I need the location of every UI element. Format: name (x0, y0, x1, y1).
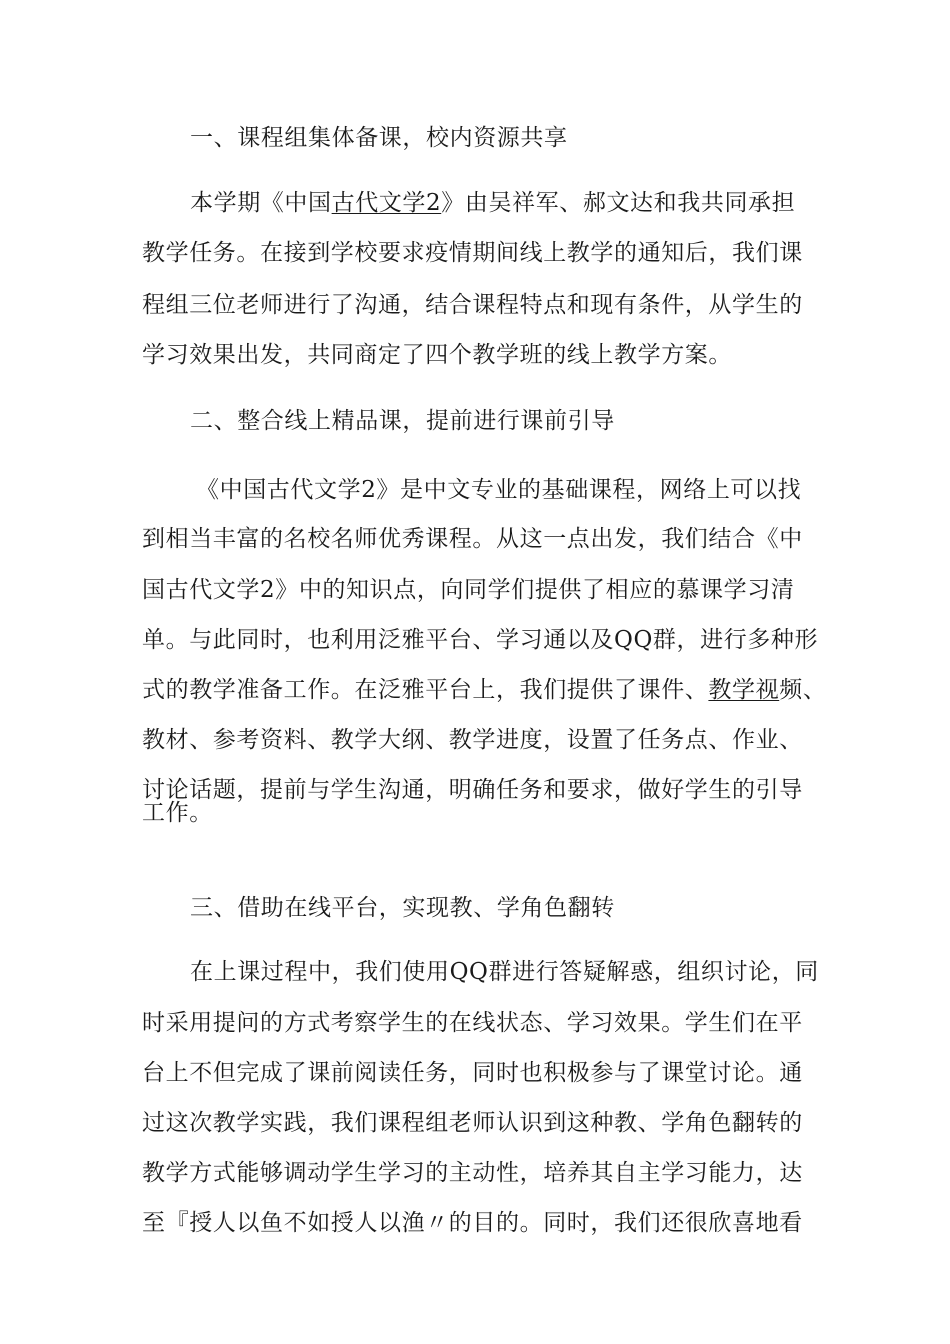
paragraph-line: 至『授人以鱼不如授人以渔〃的目的。同时，我们还很欣喜地看 (142, 1210, 803, 1236)
paragraph-line: 《中国古代文学2》是中文专业的基础课程，网络上可以找 (196, 477, 802, 503)
paragraph-line: 单。与此同时，也利用泛雅平台、学习通以及QQ群，进行多种形 (142, 627, 819, 653)
paragraph-line (142, 675, 826, 705)
paragraph-line: 时采用提问的方式考察学生的在线状态、学习效果。学生们在平 (142, 1010, 803, 1036)
paragraph-line (190, 188, 795, 218)
section-heading-3: 三、借助在线平台，实现教、学角色翻转 (190, 895, 615, 921)
paragraph-line: 教学方式能够调动学生学习的主动性，培养其自主学习能力，达 (142, 1160, 803, 1186)
paragraph-line: 教材、参考资料、教学大纲、教学进度，设置了任务点、作业、 (142, 727, 803, 753)
paragraph-line: 台上不但完成了课前阅读任务，同时也积极参与了课堂讨论。通 (142, 1060, 803, 1086)
text-run: 本学期《中国 (190, 190, 332, 216)
text-run: 频、 (779, 677, 827, 703)
paragraph-line: 国古代文学2》中的知识点，向同学们提供了相应的慕课学习清 (142, 577, 795, 603)
paragraph-line: 到相当丰富的名校名师优秀课程。从这一点出发，我们结合《中 (142, 526, 803, 552)
paragraph-line: 在上课过程中，我们使用QQ群进行答疑解惑，组织讨论，同 (190, 959, 819, 985)
text-run: 》由吴祥军、郝文达和我共同承担 (441, 190, 796, 216)
section-heading-2: 二、整合线上精品课，提前进行课前引导 (190, 408, 615, 434)
paragraph-line: 讨论话题，提前与学生沟通，明确任务和要求，做好学生的引导 (142, 777, 803, 803)
paragraph-line: 程组三位老师进行了沟通，结合课程特点和现有条件，从学生的 (142, 292, 803, 318)
paragraph-line: 工作。 (142, 800, 213, 826)
text-run: 式的教学准备工作。在泛雅平台上，我们提供了课件、 (142, 677, 709, 703)
underlined-text: 古代文学2 (331, 190, 442, 216)
paragraph-line: 学习效果出发，共同商定了四个教学班的线上教学方案。 (142, 342, 732, 368)
paragraph-line: 过这次教学实践，我们课程组老师认识到这种教、学角色翻转的 (142, 1110, 803, 1136)
section-heading-1: 一、课程组集体备课，校内资源共享 (190, 125, 568, 151)
paragraph-line: 教学任务。在接到学校要求疫情期间线上教学的通知后，我们课 (142, 240, 803, 266)
underlined-text: 教学视 (708, 677, 780, 703)
